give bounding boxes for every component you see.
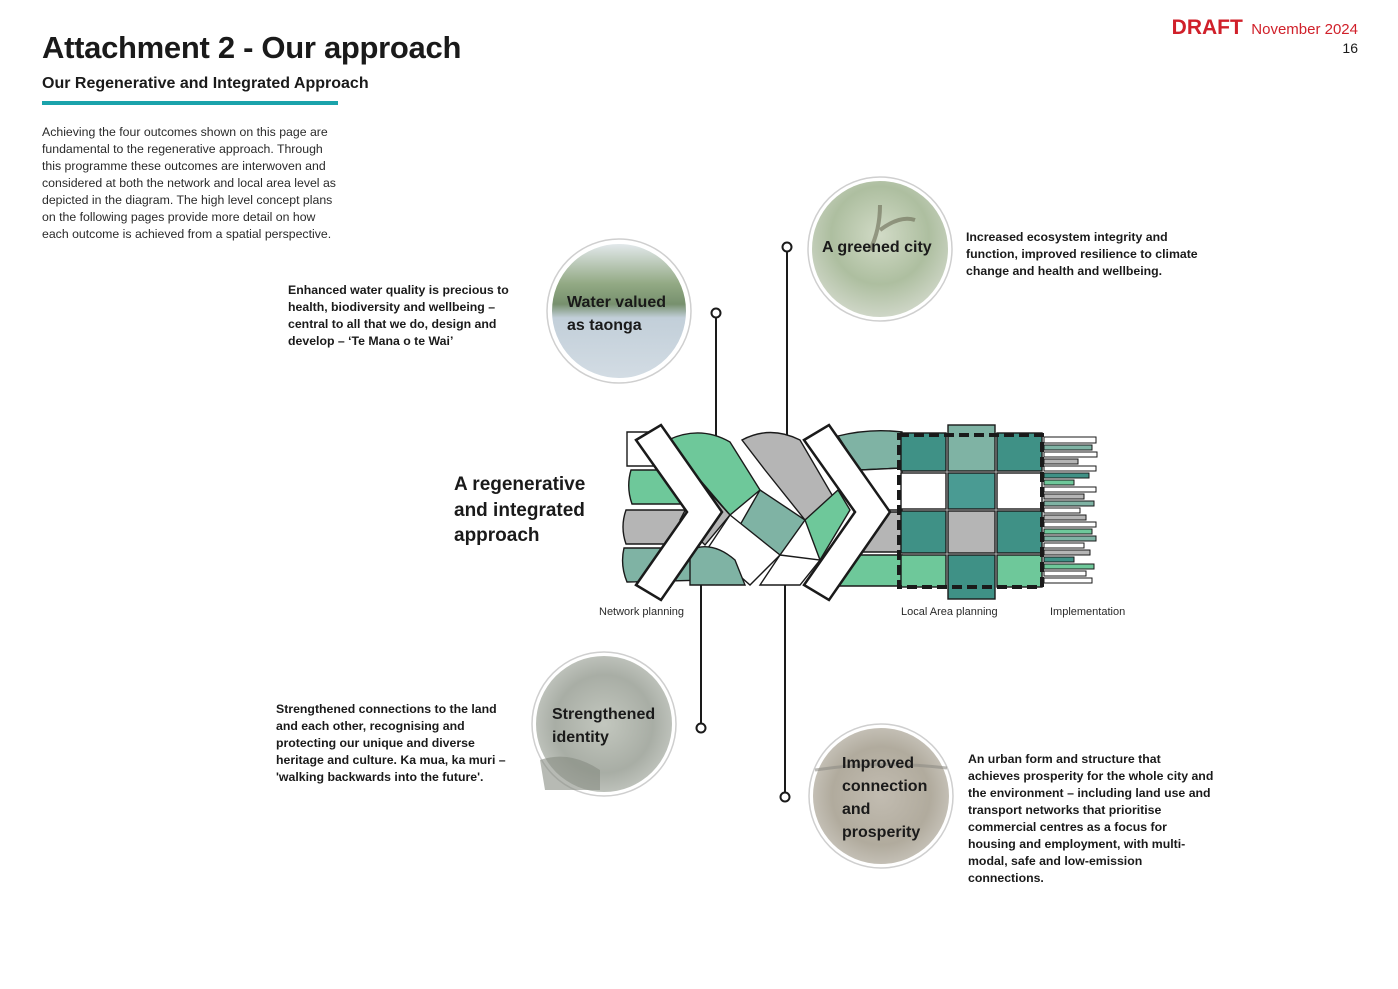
greened-outcome-title: A greened city	[822, 239, 932, 256]
approach-label: A regenerative and integrated approach	[454, 474, 586, 546]
draft-date: November 2024	[1251, 21, 1358, 38]
network-planning-label: Network planning	[599, 606, 684, 618]
braid-graphic	[623, 425, 1097, 600]
water-outcome-title: Water valued as taonga	[567, 294, 666, 334]
identity-outcome-title: Strengthened identity	[552, 706, 656, 746]
implementation-label: Implementation	[1050, 606, 1126, 618]
page-title: Attachment 2 - Our approach	[42, 30, 462, 65]
water-outcome-description: Enhanced water quality is precious to health, biodiversity and wellbeing – central to all that we do, design and develop – ‘Te Mana o te Wai’	[288, 283, 509, 348]
page-subtitle: Our Regenerative and Integrated Approach	[42, 75, 369, 92]
greened-outcome-description: Increased ecosystem integrity and function, improved resilience to climate change and health and wellbeing.	[966, 230, 1198, 278]
connection-outcome-title: Improved connection and prosperity	[842, 755, 928, 841]
page-number: 16	[1342, 40, 1358, 56]
local-area-planning-label: Local Area planning	[901, 606, 998, 618]
draft-label: DRAFT	[1171, 16, 1243, 39]
identity-outcome-description: Strengthened connections to the land and each other, recognising and protecting our unique and diverse heritage and culture. Ka mua, ka muri – 'walking backwards into the future'.	[276, 702, 506, 784]
intro-paragraph: Achieving the four outcomes shown on this page are fundamental to the regenerative approach. Through this programme these outcomes are interwoven and considered at both the network and local area level as depicted in the diagram. The high level concept plans on the following pages provide more detail on how each outcome is achieved from a spatial perspective.	[42, 125, 336, 241]
connection-outcome-description: An urban form and structure that achieves prosperity for the whole city and the environment – including land use and transport networks that prioritise commercial centres as a focus for housing and employment, with multi-modal, safe and low-emission connections.	[968, 752, 1214, 885]
